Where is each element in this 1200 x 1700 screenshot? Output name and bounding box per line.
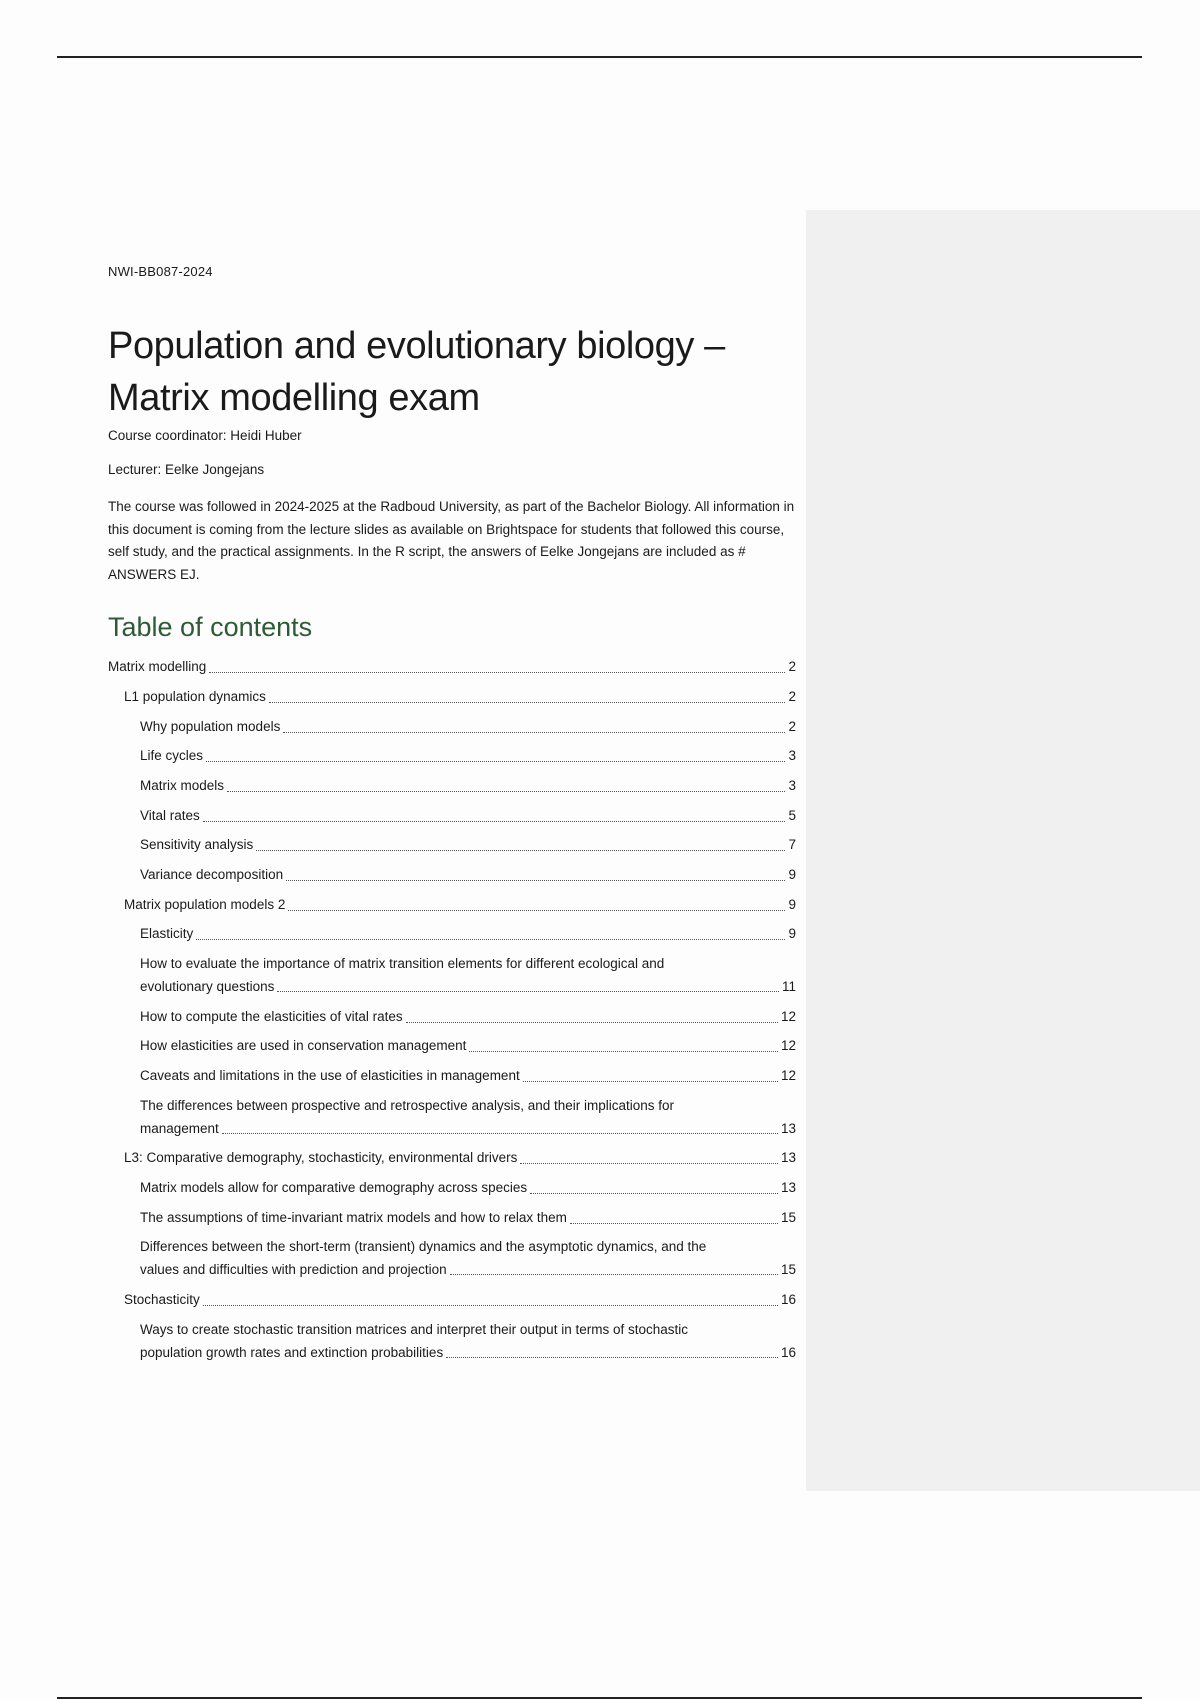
toc-entry-page: 7 (788, 837, 796, 852)
toc-entry[interactable] (124, 1289, 796, 1312)
toc-entry-label: The assumptions of time-invariant matrix models and how to relax them (140, 1210, 567, 1225)
toc-leader-dots (523, 1081, 778, 1082)
toc-leader-dots (209, 672, 785, 673)
toc-leader-dots (446, 1357, 778, 1358)
toc-entry-label: Vital rates (140, 808, 200, 823)
toc-entry[interactable] (140, 834, 796, 857)
toc-entry-page: 11 (781, 978, 796, 994)
toc-entry-label: Elasticity (140, 926, 194, 941)
toc-entry-page: 2 (788, 689, 796, 704)
toc-entry-label: management (140, 1120, 219, 1136)
toc-entry-page: 13 (780, 1120, 796, 1136)
toc-entry-label: How to compute the elasticities of vital rates (140, 1009, 403, 1024)
toc-entry[interactable] (140, 864, 796, 887)
toc-leader-dots (196, 939, 785, 940)
toc-leader-dots (520, 1163, 778, 1164)
toc-leader-dots (406, 1022, 778, 1023)
toc-entry[interactable] (140, 1177, 796, 1200)
toc-entry[interactable] (124, 1147, 796, 1170)
toc-entry[interactable] (140, 1319, 796, 1364)
toc-entry[interactable] (124, 686, 796, 709)
toc-leader-dots (203, 821, 786, 822)
toc-entry-label-line1: The differences between prospective and retrospective analysis, and their implications for (140, 1098, 675, 1113)
toc-leader-dots (288, 910, 785, 911)
toc-entry-page: 12 (780, 1068, 796, 1083)
toc-entry-label: Why population models (140, 719, 281, 734)
toc-leader-dots (570, 1223, 778, 1224)
toc-entry-page: 12 (780, 1038, 796, 1053)
toc-leader-dots (530, 1193, 778, 1194)
toc-entry-label-line1: How to evaluate the importance of matrix transition elements for different ecological and (140, 956, 665, 971)
toc-entry[interactable] (140, 1095, 796, 1140)
lecturer: Lecturer: Eelke Jongejans (108, 462, 265, 477)
toc-entry-label: values and difficulties with prediction and projection (140, 1261, 447, 1277)
toc-entry-label: evolutionary questions (140, 978, 275, 994)
intro-paragraph: The course was followed in 2024-2025 at the Radboud University, as part of the Bachelor Biology. All information in this document is coming from the lecture slides as available on Brightspace for students that followed this course, self study, and the practical assignments. In the R script, the answers of Eelke Jongejans are included as # ANSWERS EJ. (108, 499, 795, 582)
toc-entry-page: 12 (780, 1009, 796, 1024)
toc-entry-label: L3: Comparative demography, stochasticity, environmental drivers (124, 1150, 518, 1165)
toc-entry[interactable] (140, 805, 796, 828)
footer-rule (57, 1697, 1142, 1699)
toc-entry[interactable] (140, 745, 796, 768)
toc-entry-label: Stochasticity (124, 1292, 200, 1307)
title-line-1: Population and evolutionary biology – (108, 325, 725, 367)
toc-entry-page: 13 (780, 1180, 796, 1195)
toc-entry[interactable] (140, 1065, 796, 1088)
title-line-2: Matrix modelling exam (108, 377, 480, 419)
toc-leader-dots (227, 791, 785, 792)
toc-entry[interactable] (140, 1207, 796, 1230)
course-code: NWI-BB087-2024 (108, 264, 213, 279)
toc-entry-page: 9 (788, 867, 796, 882)
toc-entry-label: How elasticities are used in conservation management (140, 1038, 467, 1053)
toc-leader-dots (206, 761, 785, 762)
toc-leader-dots (286, 880, 785, 881)
toc-leader-dots (256, 850, 785, 851)
toc-entry-page: 13 (780, 1150, 796, 1165)
toc-entry[interactable] (124, 894, 796, 917)
toc-entry-label: Sensitivity analysis (140, 837, 254, 852)
toc-leader-dots (469, 1051, 778, 1052)
toc-entry[interactable] (140, 953, 796, 998)
header-rule (57, 56, 1142, 58)
toc-heading: Table of contents (108, 612, 313, 642)
toc-entry[interactable] (140, 1035, 796, 1058)
toc-leader-dots (203, 1305, 778, 1306)
toc-entry-label: Variance decomposition (140, 867, 284, 882)
toc-entry-page: 15 (780, 1261, 796, 1277)
toc-entry-label: population growth rates and extinction probabilities (140, 1344, 444, 1360)
document-title (108, 320, 808, 424)
comment-margin-panel (806, 210, 1200, 1491)
toc-entry-page: 16 (780, 1292, 796, 1307)
course-coordinator: Course coordinator: Heidi Huber (108, 428, 302, 443)
toc-entry-page: 3 (788, 778, 796, 793)
toc-leader-dots (269, 702, 786, 703)
toc-entry[interactable] (140, 775, 796, 798)
toc-entry-label: Matrix population models 2 (124, 897, 286, 912)
toc-entry-label: Caveats and limitations in the use of elasticities in management (140, 1068, 520, 1083)
toc-leader-dots (450, 1274, 778, 1275)
toc-entry-label: Life cycles (140, 748, 204, 763)
toc-entry-label: L1 population dynamics (124, 689, 266, 704)
toc-entry-page: 2 (788, 659, 796, 674)
toc-entry[interactable] (140, 923, 796, 946)
toc-entry-page: 2 (788, 719, 796, 734)
toc-entry[interactable] (140, 1006, 796, 1029)
toc-entry-label: Matrix modelling (108, 659, 207, 674)
toc-entry-page: 16 (780, 1344, 796, 1360)
toc-entry-page: 15 (780, 1210, 796, 1225)
toc-entry-page: 5 (788, 808, 796, 823)
toc-entry-label-line1: Ways to create stochastic transition matrices and interpret their output in terms of stochastic (140, 1322, 688, 1337)
toc-entry-page: 3 (788, 748, 796, 763)
toc-entry-label: Matrix models allow for comparative demography across species (140, 1180, 528, 1195)
toc-entry[interactable] (108, 656, 796, 679)
toc-entry-label-line1: Differences between the short-term (transient) dynamics and the asymptotic dynamics, and the (140, 1239, 707, 1254)
toc-leader-dots (283, 732, 785, 733)
toc-entry-page: 9 (788, 926, 796, 941)
toc-leader-dots (277, 991, 779, 992)
toc-entry[interactable] (140, 1236, 796, 1281)
toc-entry-label: Matrix models (140, 778, 225, 793)
toc-entry[interactable] (140, 716, 796, 739)
toc-leader-dots (222, 1133, 778, 1134)
toc-entry-page: 9 (788, 897, 796, 912)
